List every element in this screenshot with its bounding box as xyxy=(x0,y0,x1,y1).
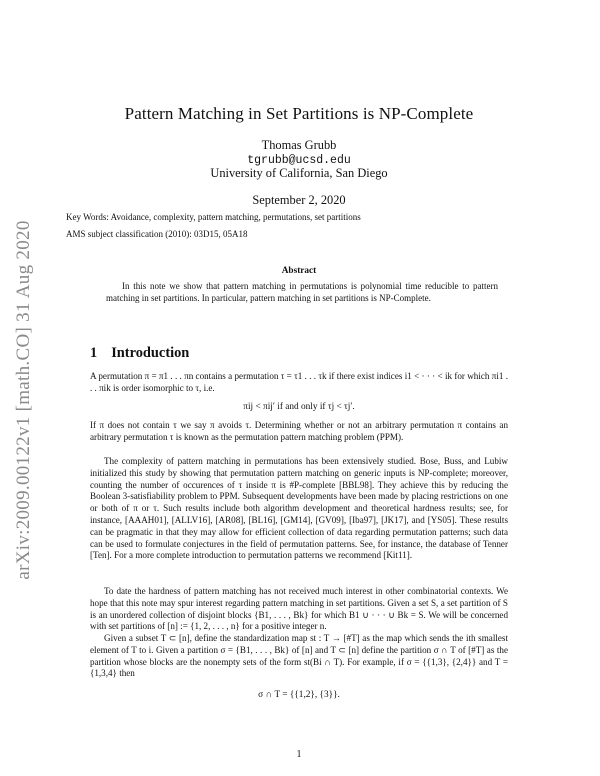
display-equation-example: σ ∩ T = {{1,2}, {3}}. xyxy=(258,690,340,700)
section-heading xyxy=(90,345,189,362)
arxiv-identifier xyxy=(4,150,44,650)
author-email: tgrubb@ucsd.edu xyxy=(247,154,351,167)
paragraph-avoidance: If π does not contain τ we say π avoids τ. Determining whether or not an arbitrary permutation π contains an arbitrary permutation τ is known as the permutation pattern matching problem (PPM). xyxy=(90,420,508,442)
paragraph-definition: A permutation π = π1 . . . πn contains a permutation τ = τ1 . . . τk if there exist indices i1 < · · · < ik for which πi1 . . . πik is order isomorphic to τ, i.e. xyxy=(90,371,508,393)
paragraph-standardization: Given a subset T ⊂ [n], define the standardization map st : T → [#T] as the map which sends the ith smallest element of T to i. Given a partition σ = {B1, . . . , Bk} of [n] and T ⊂ [n] define the partition σ ∩ T of [#T] as the partition whose blocks are the nonempty sets of the form st(Bi ∩ T). For example, if σ = {{1,3}, {2,4}} and T = {1,3,4} then xyxy=(90,633,508,679)
display-equation-order: πij < πij′ if and only if τj < τj′. xyxy=(243,402,355,412)
abstract-body: In this note we show that pattern matching in permutations is polynomial time reducible to pattern matching in set partitions. In particular, pattern matching in set partitions is NP-Complete. xyxy=(106,281,498,303)
paragraph-set-partitions: To date the hardness of pattern matching has not received much interest in other combinatorial contexts. We hope that this note may spur interest regarding pattern matching in set partitions. Given a set S, a set partition of S is an unordered collection of disjoint blocks {B1, . . . , Bk} for which B1 ∪ · · · ∪ Bk = S. We will be concerned with set partitions of [n] := {1, 2, . . . , n} for a positive integer n. xyxy=(90,586,508,632)
paragraph-complexity: The complexity of pattern matching in permutations has been extensively studied. Bose, Buss, and Lubiw initialized this study by showing that permutation pattern matching on generic inputs is NP-complete; moreover, counting the number of occurences of τ inside π is #P-complete [BBL98]. They achieve this by reducing the Boolean 3-satisfiability problem to PPM. Subsequent developments have been made by placing restrictions on one or both of π or τ. Such results include both algorithm development and theoretical hardness results; see, for instance, [AAAH01], [ALLV16], [AR08], [BL16], [GM14], [GV09], [Iba97], [JK17], and [YS05]. These results can be pragmatic in that they may allow for efficient collection of data regarding permutation patterns; such data can be used to formulate conjectures in the field of permutation patterns. See, for instance, the database of Tenner [Ten]. For a more complete introduction to permutation patterns we recommend [Kit11]. xyxy=(90,456,508,561)
author-name: Thomas Grubb xyxy=(261,138,337,152)
subject-classification: AMS subject classification (2010): 03D15, 05A18 xyxy=(66,229,248,239)
paper-title: Pattern Matching in Set Partitions is NP-Complete xyxy=(124,104,474,123)
author-affiliation: University of California, San Diego xyxy=(210,166,388,180)
paper-date: September 2, 2020 xyxy=(252,193,346,207)
keywords: Key Words: Avoidance, complexity, pattern matching, permutations, set partitions xyxy=(66,212,361,222)
arxiv-id-text: arXiv:2009.00122v1 [math.CO] 31 Aug 2020 xyxy=(13,220,34,580)
section-number: 1 xyxy=(90,345,98,361)
paper-page xyxy=(66,0,508,776)
abstract-heading: Abstract xyxy=(281,266,317,276)
page-number: 1 xyxy=(296,749,302,760)
section-title: Introduction xyxy=(111,345,190,361)
